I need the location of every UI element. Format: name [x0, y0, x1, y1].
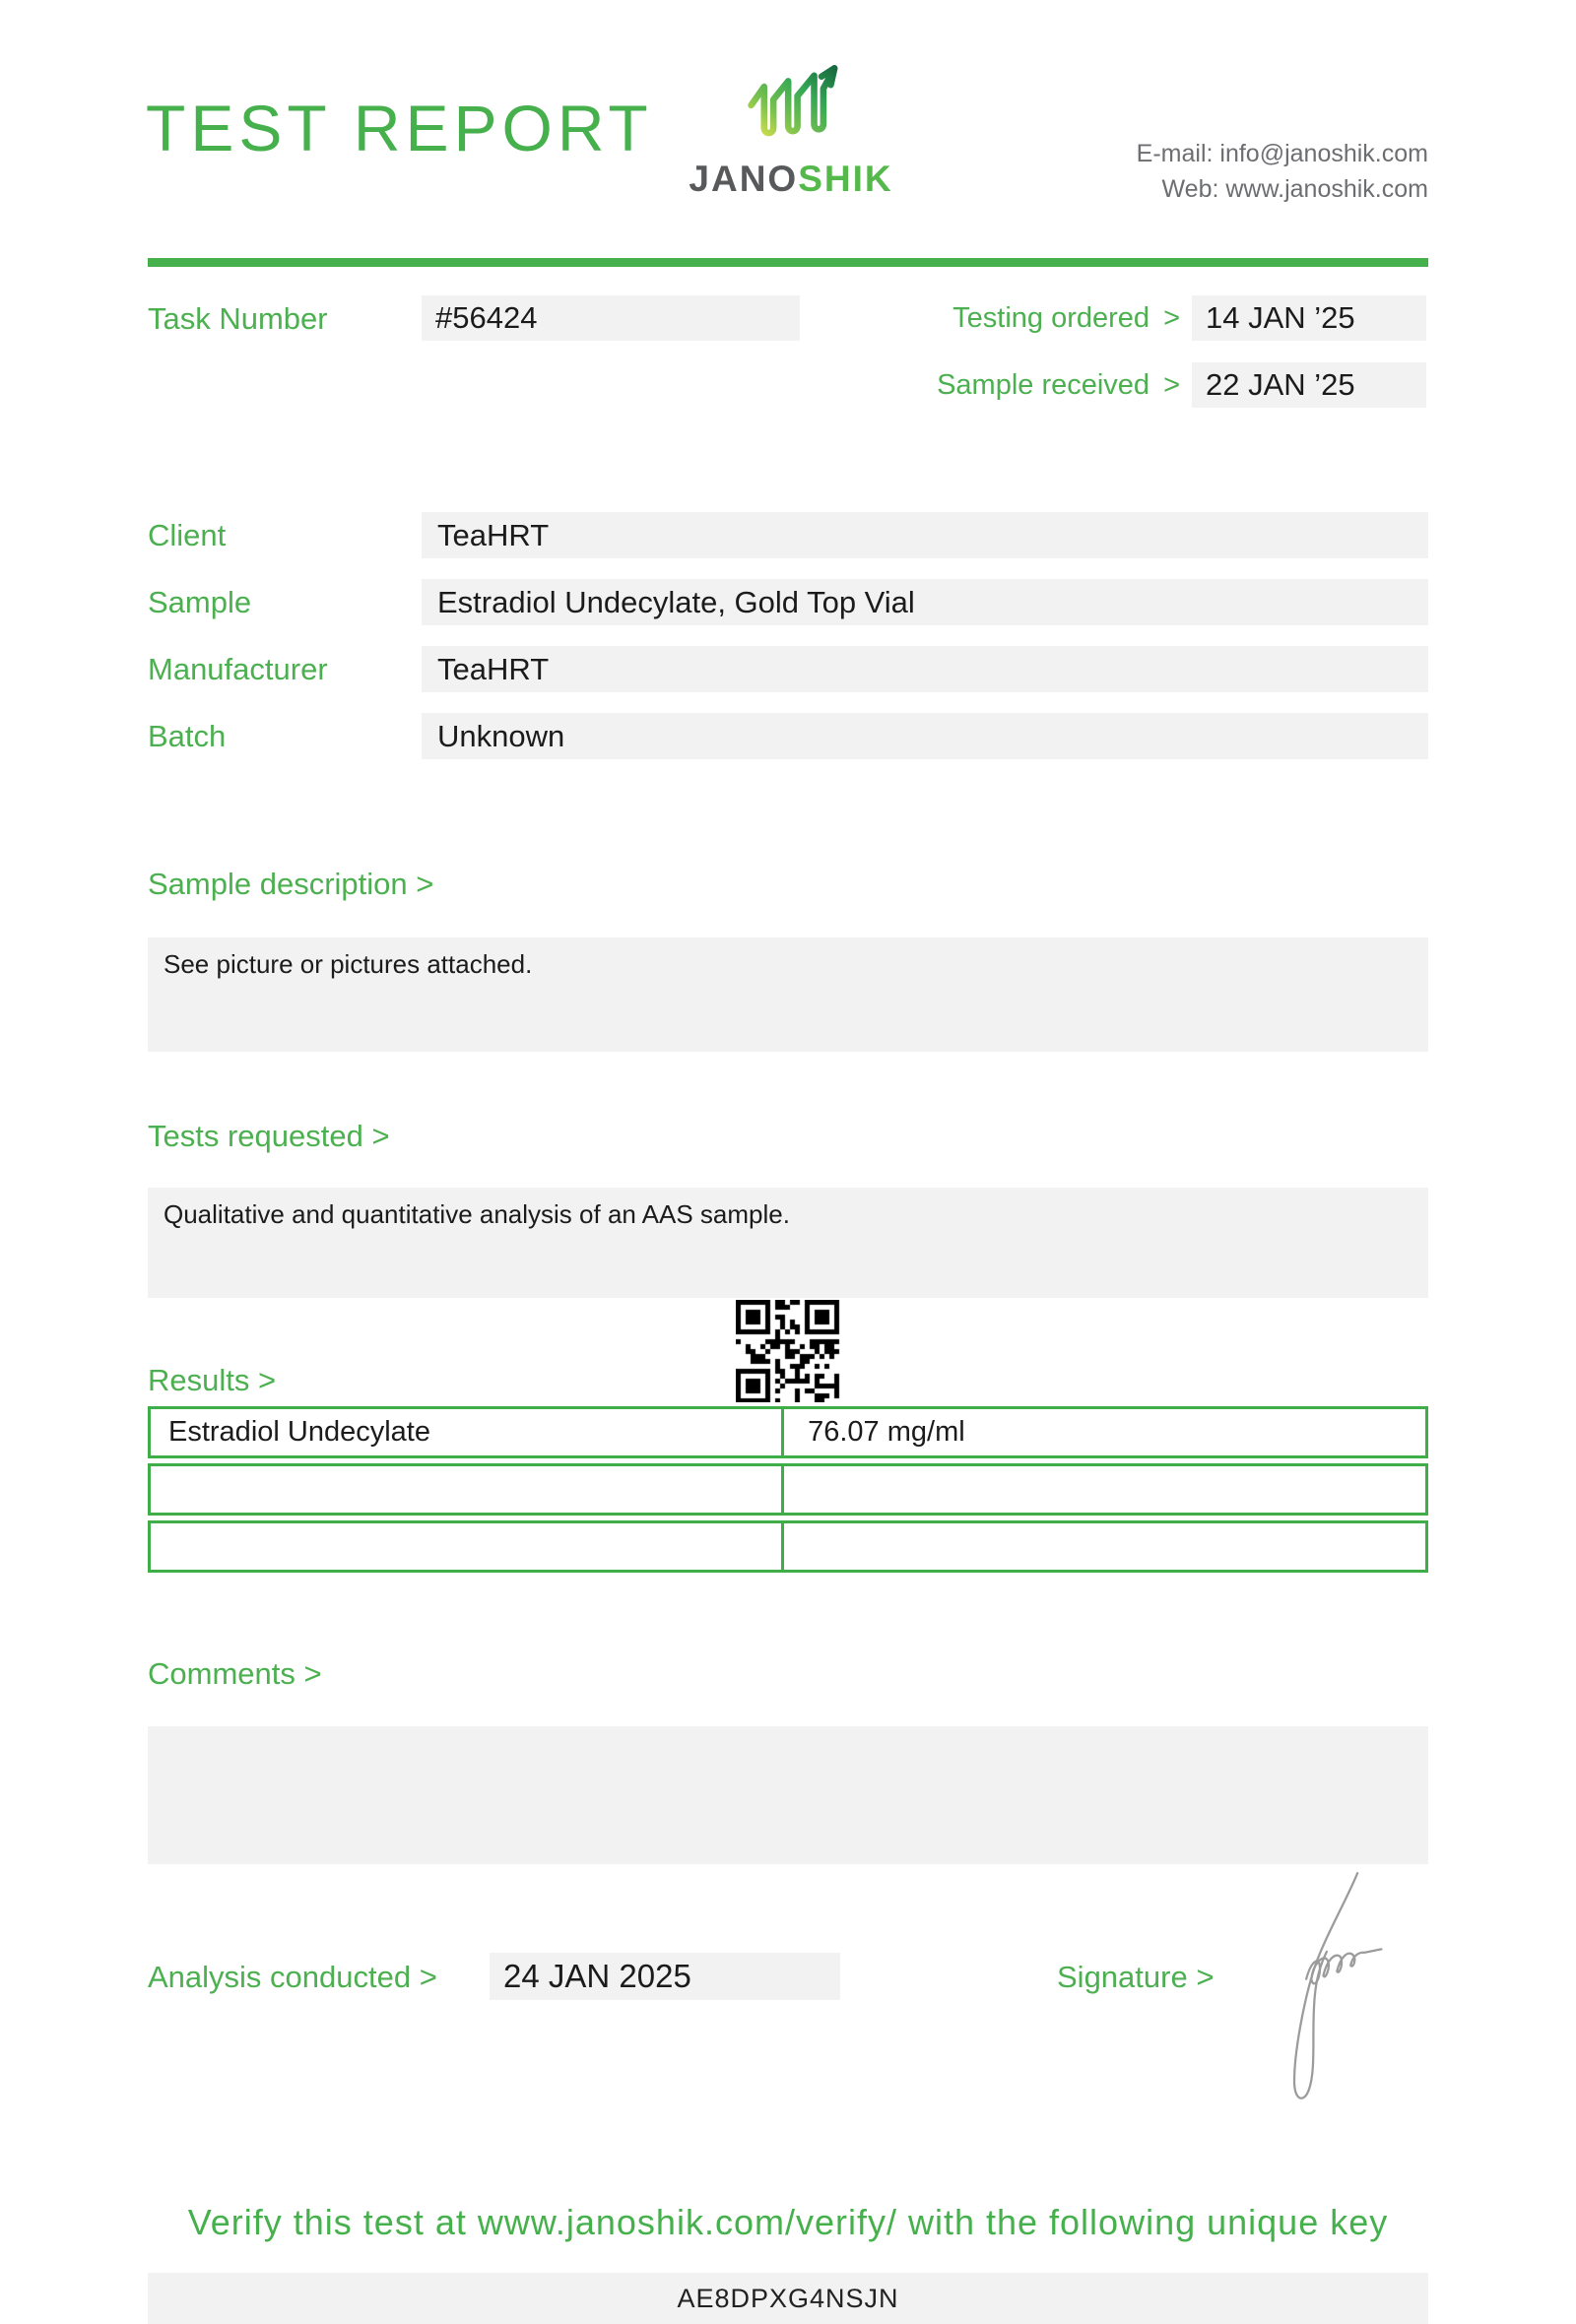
batch-value: Unknown [422, 713, 1428, 759]
table-row [148, 1406, 1428, 1458]
comments-box [148, 1726, 1428, 1864]
client-row [148, 512, 1428, 558]
sample-received-label: Sample received [937, 368, 1150, 401]
comments-heading: Comments > [148, 1656, 322, 1691]
chevron-right-icon: > [1163, 301, 1180, 334]
sample-row [148, 579, 1428, 625]
contact-web: Web: www.janoshik.com [1161, 175, 1428, 203]
signature-label: Signature > [1057, 1960, 1215, 1994]
chevron-right-icon: > [1163, 368, 1180, 401]
logo-wordmark [678, 159, 904, 200]
analyte-cell [151, 1466, 784, 1513]
analyte-cell [151, 1523, 784, 1570]
result-cell [784, 1466, 1425, 1513]
analysis-conducted-value: 24 JAN 2025 [490, 1953, 840, 2000]
tests-requested-box: Qualitative and quantitative analysis of an AAS sample. [148, 1188, 1428, 1298]
testing-ordered-row [952, 295, 1426, 341]
task-number-value: #56424 [422, 295, 800, 341]
contact-block [1137, 136, 1428, 207]
sample-label: Sample [148, 585, 252, 619]
testing-ordered-value: 14 JAN ’25 [1192, 295, 1426, 341]
unique-key: AE8DPXG4NSJN [148, 2273, 1428, 2324]
header-divider [148, 258, 1428, 267]
table-row [148, 1520, 1428, 1573]
manufacturer-value: TeaHRT [422, 646, 1428, 692]
janoshik-logo [678, 57, 904, 200]
task-number-label: Task Number [148, 301, 328, 336]
page-title: TEST REPORT [146, 92, 653, 164]
logo-text-jano: JANO [689, 159, 799, 199]
verify-instruction: Verify this test at www.janoshik.com/verify/ with the following unique key [187, 2202, 1389, 2242]
client-label: Client [148, 518, 227, 552]
result-cell: 76.07 mg/ml [808, 1416, 965, 1448]
sample-description-box: See picture or pictures attached. [148, 937, 1428, 1052]
testing-ordered-label: Testing ordered [952, 301, 1150, 334]
growth-chart-arrow-icon [740, 57, 842, 150]
handwritten-signature [1269, 1853, 1397, 2139]
logo-text-shik: SHIK [798, 159, 893, 199]
analysis-conducted-label: Analysis conducted > [148, 1960, 437, 1994]
result-cell [784, 1523, 1425, 1570]
sample-received-value: 22 JAN ’25 [1192, 362, 1426, 408]
batch-label: Batch [148, 719, 227, 753]
manufacturer-label: Manufacturer [148, 652, 328, 686]
tests-requested-heading: Tests requested > [148, 1119, 390, 1153]
analyte-cell: Estradiol Undecylate [151, 1409, 784, 1455]
contact-email: E-mail: info@janoshik.com [1136, 140, 1428, 167]
results-table [148, 1406, 1428, 1578]
sample-description-heading: Sample description > [148, 867, 434, 901]
batch-row [148, 713, 1428, 759]
sample-received-row [937, 362, 1426, 408]
table-row [148, 1463, 1428, 1516]
manufacturer-row [148, 646, 1428, 692]
sample-value: Estradiol Undecylate, Gold Top Vial [422, 579, 1428, 625]
qr-code [736, 1300, 840, 1402]
results-heading: Results > [148, 1363, 277, 1397]
client-value: TeaHRT [422, 512, 1428, 558]
